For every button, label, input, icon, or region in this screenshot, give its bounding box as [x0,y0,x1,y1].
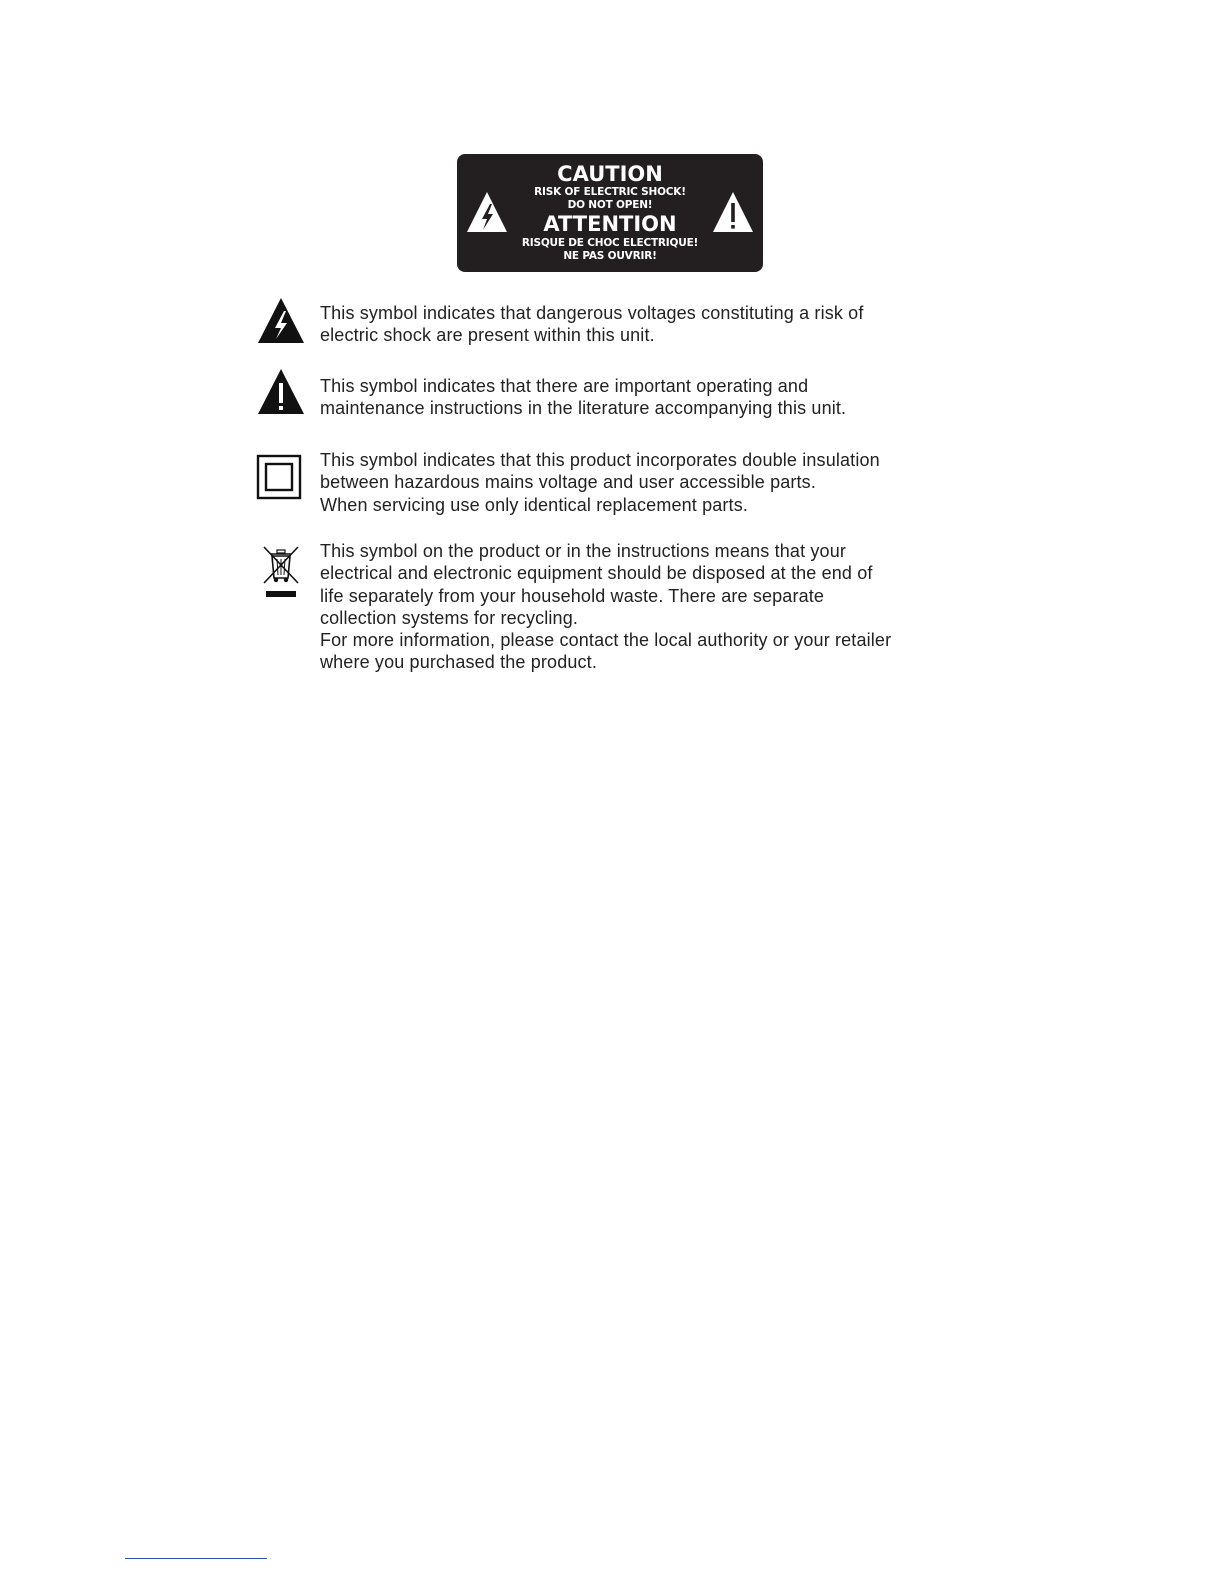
description-line: maintenance instructions in the literature accompanying this unit. [320,398,847,419]
footnote-separator [125,1558,267,1559]
attention-heading: ATTENTION [543,212,677,236]
symbol-description [320,302,1000,347]
description-line: This symbol indicates that there are important operating and [320,376,809,396]
attention-line-2: NE PAS OUVRIR! [563,250,657,262]
caution-label [457,154,763,272]
symbol-description [320,540,1000,674]
crossed-bin-weee-icon [261,544,301,602]
description-line: collection systems for recycling. [320,607,579,628]
description-line: where you purchased the product. [320,652,597,673]
caution-heading: CAUTION [557,162,663,186]
description-line: This symbol indicates that dangerous voltages constituting a risk of [320,303,864,323]
exclamation-warning-icon [256,368,306,416]
double-insulation-icon [256,454,302,500]
lightning-warning-icon [256,297,306,345]
symbol-description [320,449,1000,516]
description-line: electric shock are present within this unit. [320,325,655,346]
description-line: This symbol on the product or in the instructions means that your [320,541,847,561]
description-line: life separately from your household waste. There are separate [320,585,825,606]
symbol-description [320,375,1000,420]
description-line: When servicing use only identical replacement parts. [320,494,749,515]
description-line: For more information, please contact the local authority or your retailer [320,630,892,651]
exclamation-warning-icon [711,190,755,234]
caution-line-2: DO NOT OPEN! [567,199,653,211]
caution-line-1: RISK OF ELECTRIC SHOCK! [534,186,686,198]
description-line: This symbol indicates that this product incorporates double insulation [320,450,880,470]
attention-line-1: RISQUE DE CHOC ELECTRIQUE! [521,237,699,249]
description-line: between hazardous mains voltage and user accessible parts. [320,472,816,493]
description-line: electrical and electronic equipment should be disposed at the end of [320,563,873,584]
